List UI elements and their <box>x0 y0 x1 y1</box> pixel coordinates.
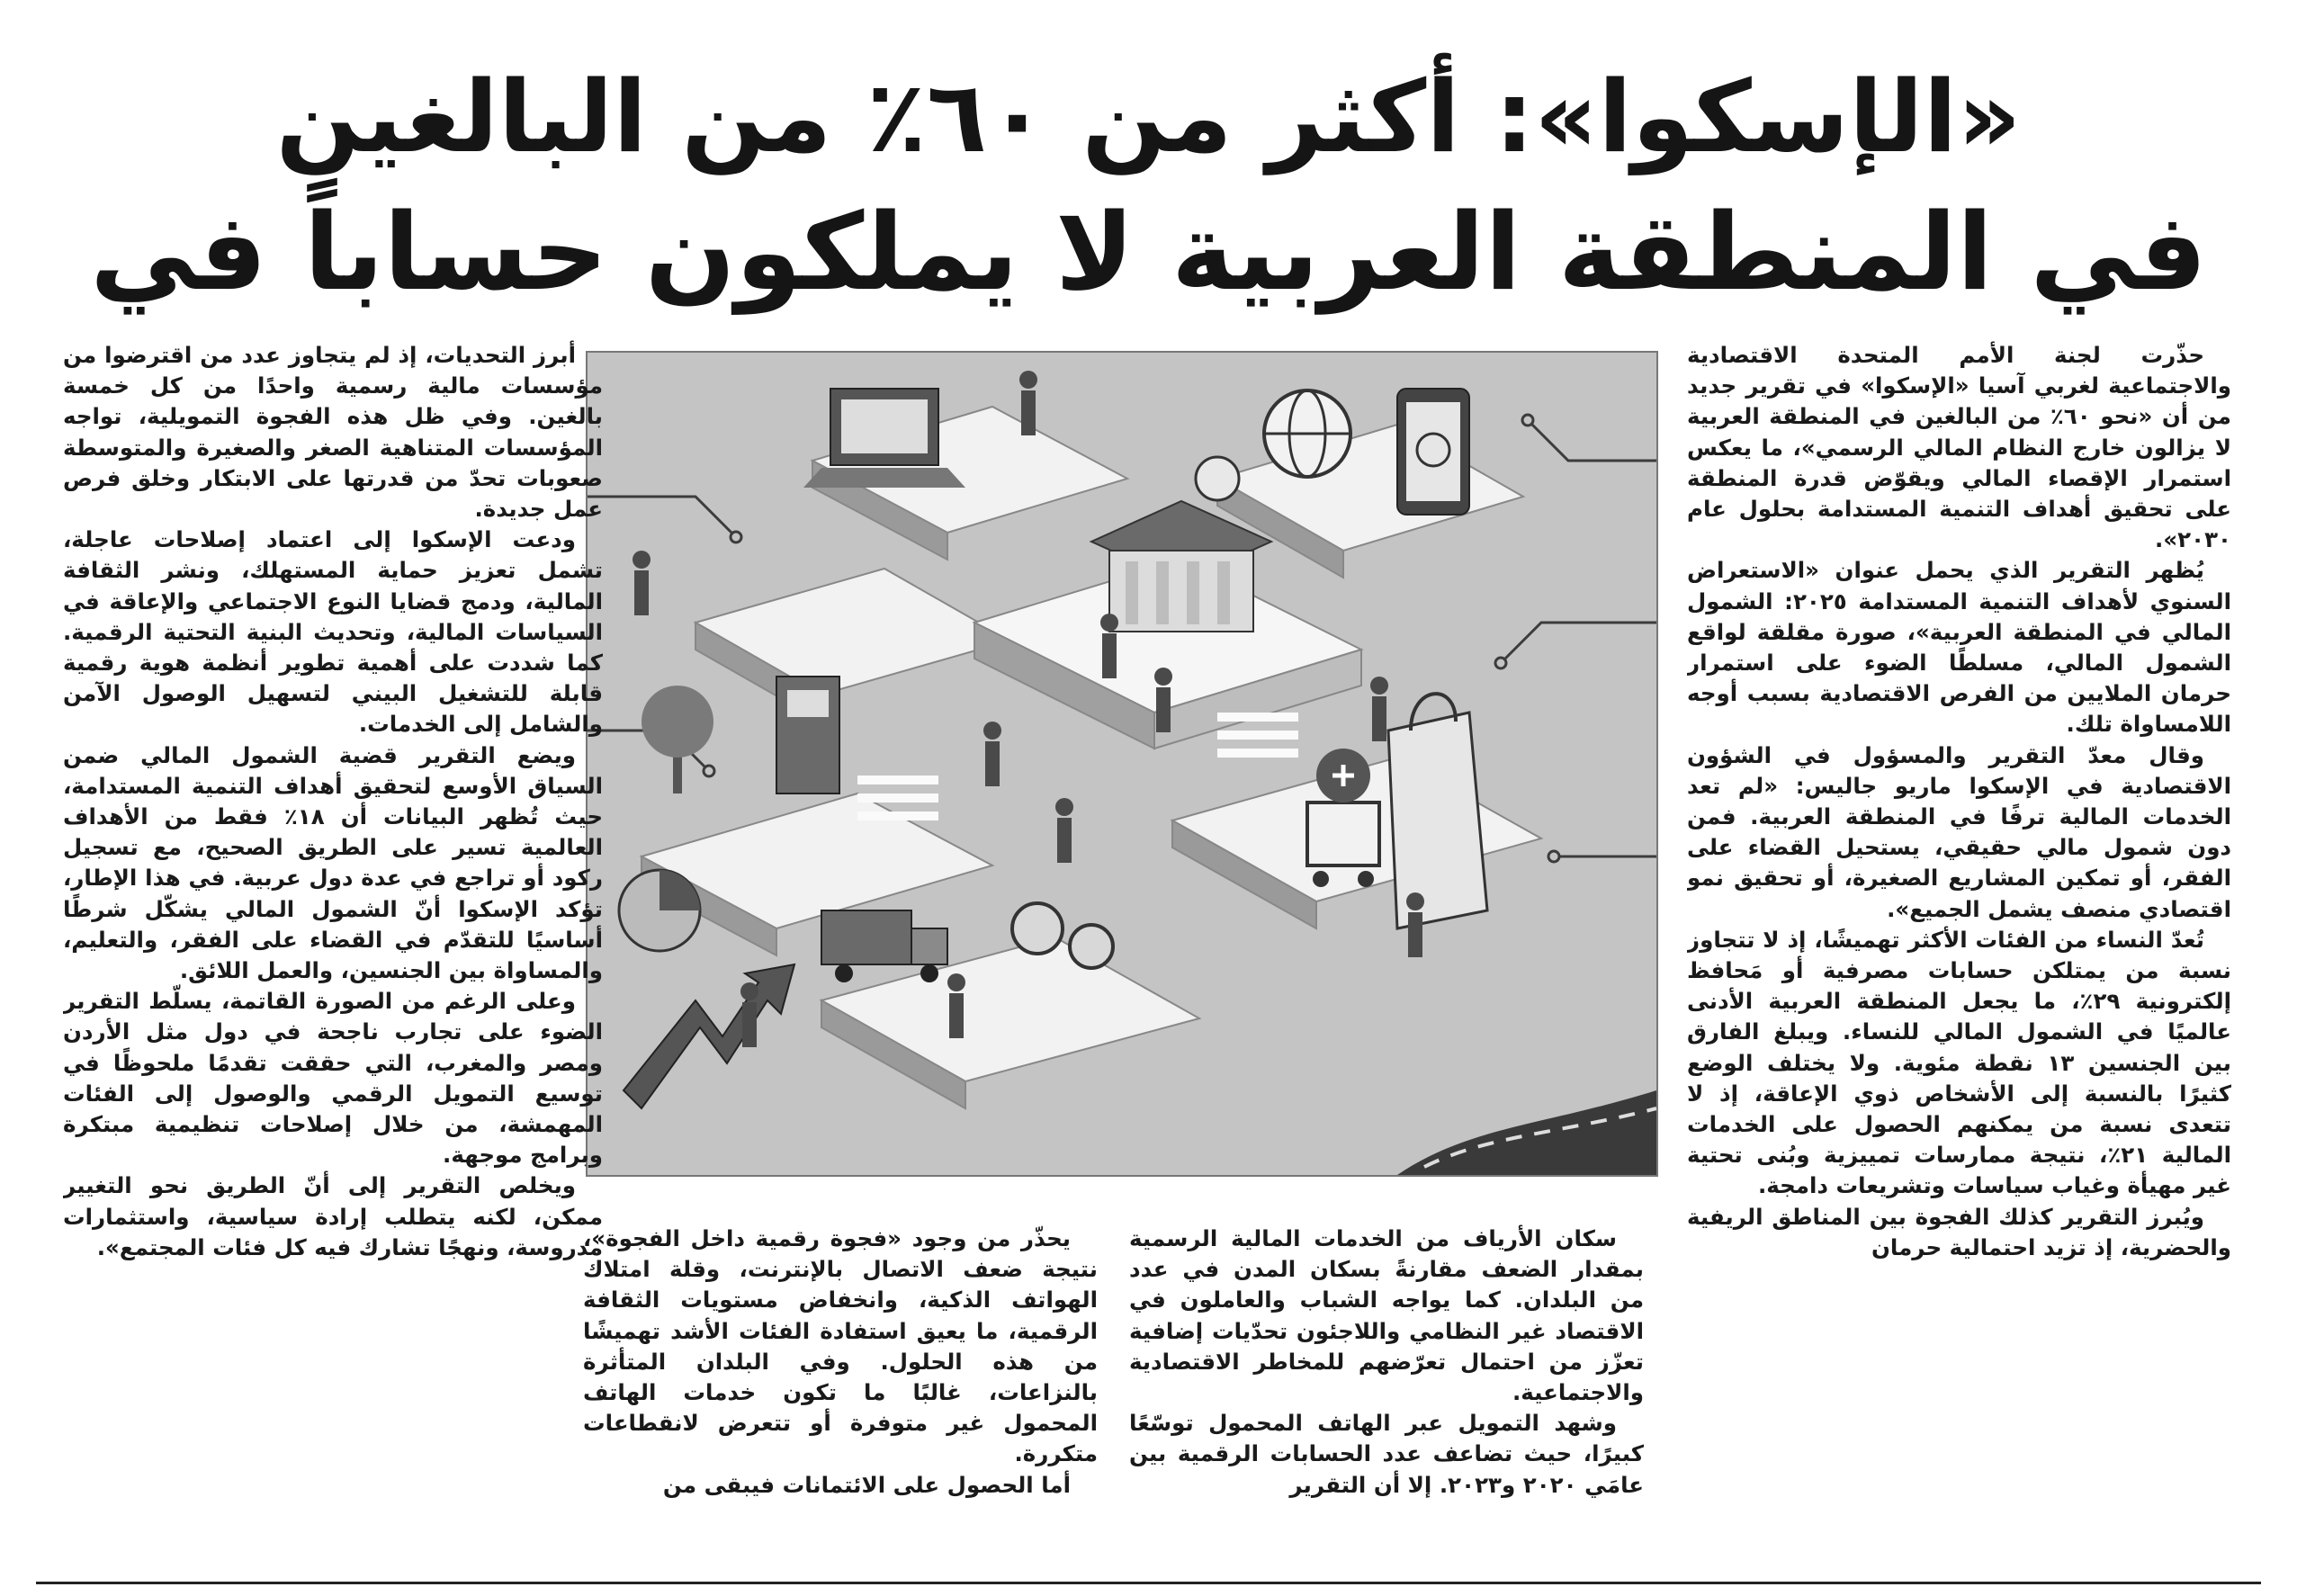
pie-chart-icon <box>619 870 700 951</box>
article-column-left <box>63 340 603 1565</box>
article-column-middle-right <box>1129 1224 1644 1565</box>
isometric-city-illustration <box>588 353 1656 1175</box>
bottom-divider <box>36 1582 2261 1584</box>
smartphone-icon <box>1397 389 1469 515</box>
paragraph: ويضع التقرير قضية الشمول المالي ضمن السياق الأوسع لتحقيق أهداف التنمية المستدامة، حيث تُظهر البيانات أن ١٨٪ فقط من الأهداف العالمية تسير على الطريق الصحيح، مع تسجيل ركود أو تراجع في عدة دول عربية. في هذا الإطار، تؤكد الإسكوا أنّ الشمول المالي يشكّل شرطًا أساسيًا للتقدّم في القضاء على الفقر، والتعليم، والمساواة بين الجنسين، والعمل اللائق. <box>63 741 603 984</box>
paragraph: يُظهر التقرير الذي يحمل عنوان «الاستعراض السنوي لأهداف التنمية المستدامة ٢٠٢٥: الشمول المالي في المنطقة العربية»، صورة مقلقة لواقع الشمول المالي، مسلطًا الضوء على استمرار حرمان الملايين من الفرص الاقتصادية بسبب أوجه اللامساواة تلك. <box>1687 557 2231 738</box>
financial-inclusion-illustration <box>586 351 1658 1177</box>
paragraph: أبرز التحديات، إذ لم يتجاوز عدد من اقترضوا من مؤسسات مالية رسمية واحدًا من كل خمسة بالغين. وفي ظل هذه الفجوة التمويلية، تواجه المؤسسات المتناهية الصغر والصغيرة والمتوسطة صعوبات تحدّ من قدرتها على الابتكار وخلق فرص عمل جديدة. <box>63 342 603 523</box>
paragraph: يحذّر من وجود «فجوة رقمية داخل الفجوة»، نتيجة ضعف الاتصال بالإنترنت، وقلة امتلاك الهواتف الذكية، وانخفاض مستويات الثقافة الرقمية، ما يعيق استفادة الفئات الأشد تهميشًا من هذه الحلول. وفي البلدان المتأثرة بالنزاعات، غالبًا ما تكون خدمات الهاتف المحمول غير متوفرة أو تتعرض لانقطاعات متكررة. <box>583 1225 1098 1467</box>
atm-machine-icon <box>776 677 839 794</box>
paragraph: ودعت الإسكوا إلى اعتماد إصلاحات عاجلة، تشمل تعزيز حماية المستهلك، ونشر الثقافة المالية، ودمج قضايا النوع الاجتماعي والإعاقة في السياسات المالية، وتحديث البنية التحتية الرقمية. كما شددت على أهمية تطوير أنظمة هوية رقمية قابلة للتشغيل البيني لتسهيل الوصول الآمن والشامل إلى الخدمات. <box>63 526 603 738</box>
headline-line-1: «الإسكوا»: أكثر من ٦٠٪ من البالغين <box>275 59 2022 175</box>
article-column-middle-left <box>583 1224 1098 1565</box>
paragraph: وشهد التمويل عبر الهاتف المحمول توسّعًا كبيرًا، حيث تضاعف عدد الحسابات الرقمية بين عامَي ٢٠٢٠ و٢٠٢٣. إلا أن التقرير <box>1129 1410 1644 1498</box>
paragraph: وقال معدّ التقرير والمسؤول في الشؤون الاقتصادية في الإسكوا ماريو جاليس: «لم تعد الخدمات المالية ترفًا في المنطقة العربية. فمن دون شمول مالي حقيقي، يستحيل القضاء على الفقر، أو تمكين المشاريع الصغيرة، أو تحقيق نمو اقتصادي منصف يشمل الجميع». <box>1687 741 2231 922</box>
paragraph: ويُبرز التقرير كذلك الفجوة بين المناطق الريفية والحضرية، إذ تزيد احتمالية حرمان <box>1687 1203 2231 1260</box>
paragraph: سكان الأرياف من الخدمات المالية الرسمية بمقدار الضعف مقارنةً بسكان المدن في عدد من البلدان. كما يواجه الشباب والعاملون في الاقتصاد غير النظامي واللاجئون تحدّيات إضافية تعزّز من احتمال تعرّضهم للمخاطر الاقتصادية والاجتماعية. <box>1129 1225 1644 1406</box>
article-column-right <box>1687 340 2231 1565</box>
paragraph: حذّرت لجنة الأمم المتحدة الاقتصادية والاجتماعية لغربي آسيا «الإسكوا» في تقرير جديد من أن «نحو ٦٠٪ من البالغين في المنطقة العربية لا يزالون خارج النظام المالي الرسمي»، ما يعكس استمرار الإقصاء المالي ويقوّض قدرة المنطقة على تحقيق أهداف التنمية المستدامة بحلول عام ٢٠٣٠». <box>1687 342 2231 553</box>
paragraph: أما الحصول على الائتمانات فيبقى من <box>662 1471 1071 1498</box>
paragraph: ويخلص التقرير إلى أنّ الطريق نحو التغيير ممكن، لكنه يتطلب إرادة سياسية، واستثمارات مدروسة، ونهجًا تشارك فيه كل فئات المجتمع». <box>63 1172 603 1260</box>
paragraph: وعلى الرغم من الصورة القاتمة، يسلّط التقرير الضوء على تجارب ناجحة في دول مثل الأردن ومصر والمغرب، التي حققت تقدمًا ملحوظًا في توسيع التمويل الرقمي والوصول إلى الفئات المهمشة، من خلال إصلاحات تنظيمية مبتكرة وبرامج موجهة. <box>63 988 603 1169</box>
globe-icon <box>1264 390 1350 477</box>
paragraph: تُعدّ النساء من الفئات الأكثر تهميشًا، إذ لا تتجاوز نسبة من يمتلكن حسابات مصرفية أو مَحافظ إلكترونية ٢٩٪، ما يجعل المنطقة العربية الأدنى عالميًا في الشمول المالي للنساء. ويبلغ الفارق بين الجنسين ١٣ نقطة مئوية. ولا يختلف الوضع كثيرًا بالنسبة إلى الأشخاص ذوي الإعاقة، إذ لا تتعدى نسبة من يمكنهم الحصول على الخدمات المالية ٢١٪، نتيجة ممارسات تمييزية وبُنى تحتية غير مهيأة وغياب سياسات وتشريعات دامجة. <box>1687 926 2231 1199</box>
headline-line-2: في المنطقة العربية لا يملكون حساباً في <box>90 190 2207 314</box>
